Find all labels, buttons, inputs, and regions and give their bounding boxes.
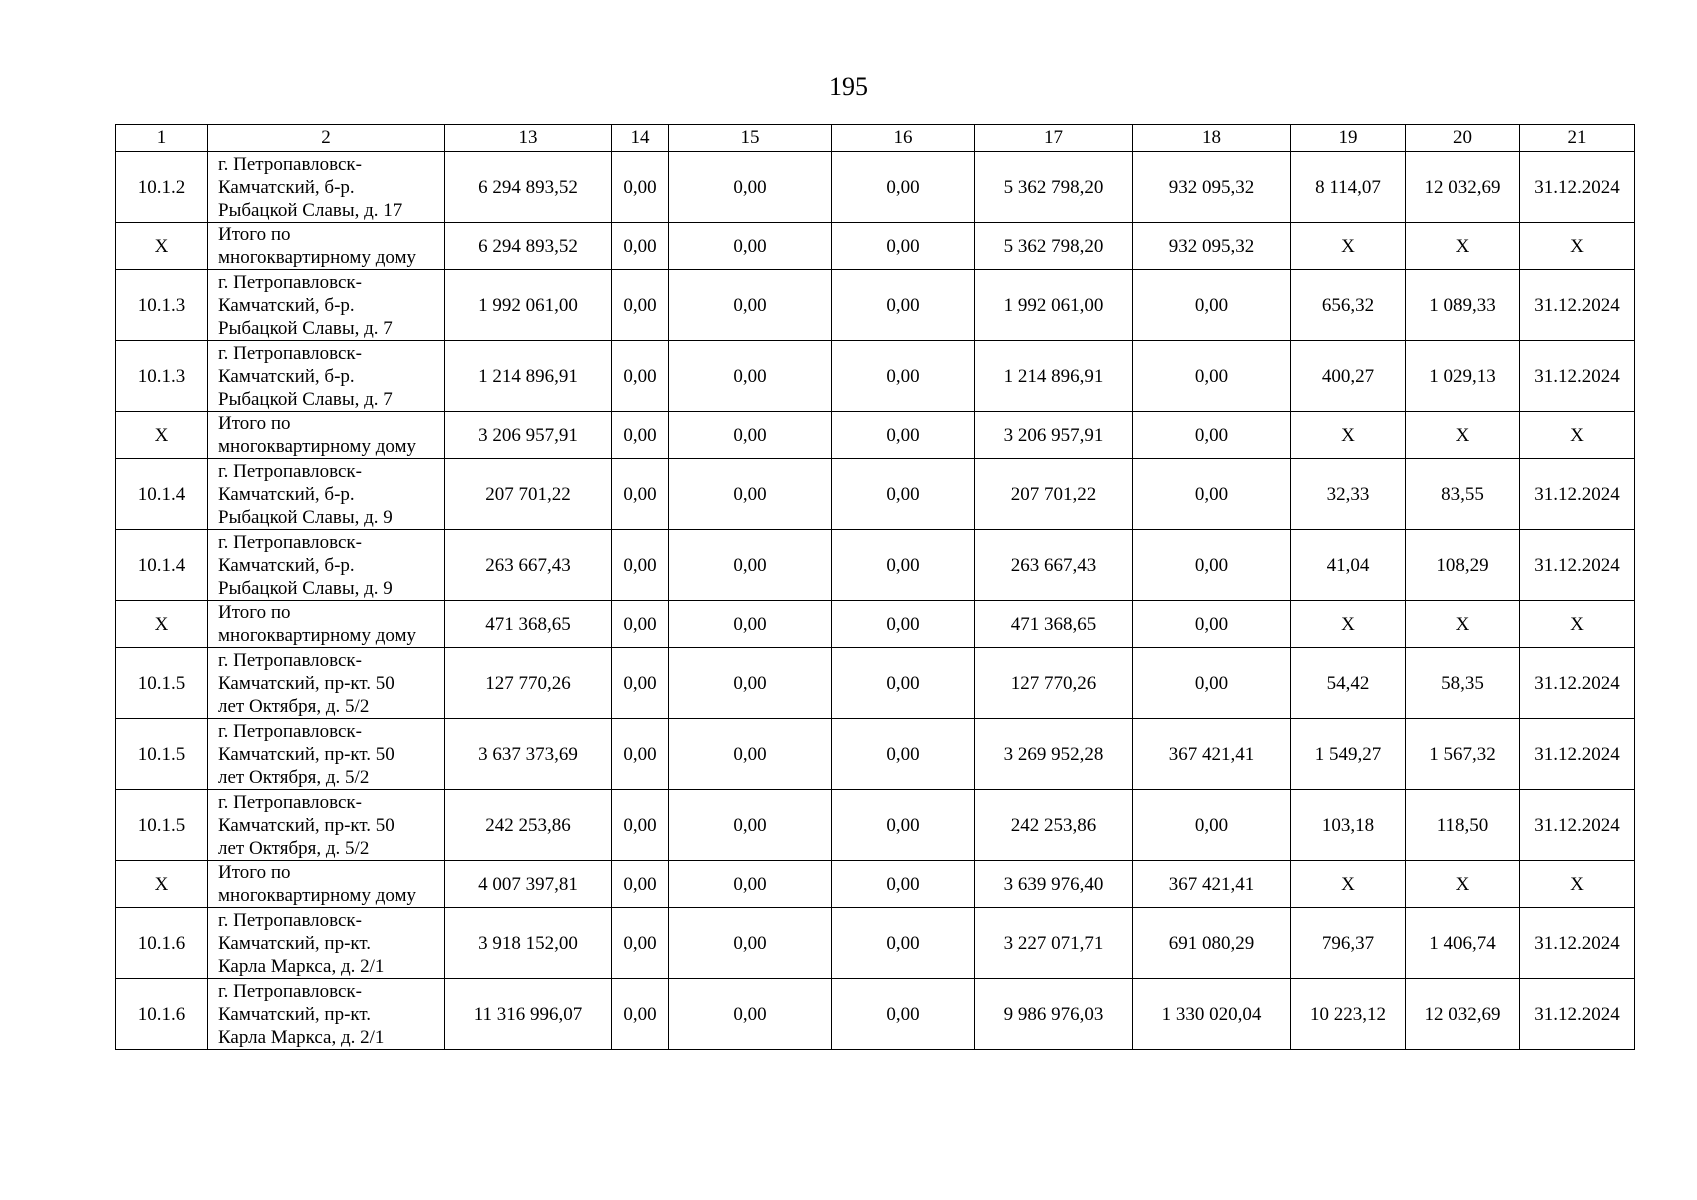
address-cell [208,530,445,601]
amount-cell: 6 294 893,52 [445,223,612,270]
col20-cell: 118,50 [1406,790,1520,861]
col17-cell: 1 992 061,00 [975,270,1133,341]
address-line: Рыбацкой Славы, д. 7 [218,317,393,339]
column-header: 2 [208,125,445,152]
col19-cell: 54,42 [1291,648,1406,719]
col15-cell: 0,00 [669,861,832,908]
col16-cell: 0,00 [832,648,975,719]
col16-cell: 0,00 [832,152,975,223]
date-cell: 31.12.2024 [1520,270,1635,341]
col18-cell: 0,00 [1133,412,1291,459]
col18-cell: 0,00 [1133,459,1291,530]
col14-cell: 0,00 [612,152,669,223]
address-line: Рыбацкой Славы, д. 9 [218,577,393,599]
row-number-cell: 10.1.5 [116,719,208,790]
col19-cell: 8 114,07 [1291,152,1406,223]
address-line: многоквартирному дому [218,885,417,906]
address-line: Камчатский, пр-кт. [218,1003,372,1025]
col17-cell: 242 253,86 [975,790,1133,861]
address-cell [208,790,445,861]
col18-cell: 0,00 [1133,341,1291,412]
col14-cell: 0,00 [612,861,669,908]
col15-cell: 0,00 [669,908,832,979]
date-cell: 31.12.2024 [1520,459,1635,530]
address-line: г. Петропавловск- [218,909,362,931]
col17-cell: 263 667,43 [975,530,1133,601]
col15-cell: 0,00 [669,270,832,341]
col17-cell: 3 206 957,91 [975,412,1133,459]
col16-cell: 0,00 [832,530,975,601]
col18-cell: 932 095,32 [1133,223,1291,270]
amount-cell: 263 667,43 [445,530,612,601]
col14-cell: 0,00 [612,341,669,412]
address-line: г. Петропавловск- [218,531,362,553]
address-line: Карла Маркса, д. 2/1 [218,1026,385,1048]
row-number-cell: 10.1.4 [116,459,208,530]
col17-cell: 9 986 976,03 [975,979,1133,1050]
col18-cell: 1 330 020,04 [1133,979,1291,1050]
table-row [116,530,1635,601]
amount-cell: 3 637 373,69 [445,719,612,790]
col18-cell: 0,00 [1133,648,1291,719]
col16-cell: 0,00 [832,459,975,530]
table-row [116,648,1635,719]
address-line: г. Петропавловск- [218,460,362,482]
col19-cell: X [1291,601,1406,648]
address-line: Рыбацкой Славы, д. 17 [218,199,403,221]
address-line: Рыбацкой Славы, д. 7 [218,388,393,410]
col20-cell: 108,29 [1406,530,1520,601]
col15-cell: 0,00 [669,459,832,530]
col18-cell: 691 080,29 [1133,908,1291,979]
col17-cell: 207 701,22 [975,459,1133,530]
address-line: лет Октября, д. 5/2 [218,695,370,717]
col20-cell: 83,55 [1406,459,1520,530]
col17-cell: 3 269 952,28 [975,719,1133,790]
address-line: Итого по [218,224,291,245]
col16-cell: 0,00 [832,601,975,648]
row-number-cell: 10.1.5 [116,790,208,861]
col17-cell: 3 227 071,71 [975,908,1133,979]
col16-cell: 0,00 [832,341,975,412]
table-row [116,790,1635,861]
address-line: Итого по [218,413,291,434]
col16-cell: 0,00 [832,223,975,270]
amount-cell: 6 294 893,52 [445,152,612,223]
address-cell [208,459,445,530]
amount-cell: 3 206 957,91 [445,412,612,459]
date-cell: X [1520,412,1635,459]
address-cell [208,341,445,412]
col20-cell: X [1406,601,1520,648]
row-number-cell: X [116,223,208,270]
col14-cell: 0,00 [612,719,669,790]
col19-cell: X [1291,861,1406,908]
total-row [116,601,1635,648]
column-header: 13 [445,125,612,152]
column-header: 15 [669,125,832,152]
col14-cell: 0,00 [612,790,669,861]
col19-cell: 41,04 [1291,530,1406,601]
column-header: 21 [1520,125,1635,152]
col18-cell: 367 421,41 [1133,861,1291,908]
col17-cell: 5 362 798,20 [975,223,1133,270]
row-number-cell: 10.1.3 [116,341,208,412]
row-number-cell: X [116,601,208,648]
col20-cell: X [1406,412,1520,459]
address-cell [208,719,445,790]
address-line: Итого по [218,602,291,623]
table-row [116,152,1635,223]
table-body [116,125,1635,1050]
col14-cell: 0,00 [612,412,669,459]
date-cell: X [1520,861,1635,908]
col15-cell: 0,00 [669,648,832,719]
address-line: лет Октября, д. 5/2 [218,837,370,859]
col19-cell: 400,27 [1291,341,1406,412]
address-line: многоквартирному дому [218,247,417,268]
amount-cell: 207 701,22 [445,459,612,530]
total-row [116,223,1635,270]
address-line: многоквартирному дому [218,436,417,457]
address-line: г. Петропавловск- [218,980,362,1002]
col18-cell: 367 421,41 [1133,719,1291,790]
address-line: Камчатский, б-р. [218,554,355,576]
col15-cell: 0,00 [669,223,832,270]
col19-cell: X [1291,223,1406,270]
address-line: Камчатский, б-р. [218,176,355,198]
row-number-cell: 10.1.6 [116,908,208,979]
col19-cell: X [1291,412,1406,459]
col16-cell: 0,00 [832,790,975,861]
address-line: Камчатский, б-р. [218,294,355,316]
amount-cell: 3 918 152,00 [445,908,612,979]
col15-cell: 0,00 [669,979,832,1050]
address-line: г. Петропавловск- [218,791,362,813]
col19-cell: 103,18 [1291,790,1406,861]
column-header: 19 [1291,125,1406,152]
col16-cell: 0,00 [832,861,975,908]
col16-cell: 0,00 [832,979,975,1050]
row-number-cell: X [116,861,208,908]
col15-cell: 0,00 [669,530,832,601]
col18-cell: 932 095,32 [1133,152,1291,223]
col14-cell: 0,00 [612,601,669,648]
column-header: 16 [832,125,975,152]
col19-cell: 32,33 [1291,459,1406,530]
col19-cell: 796,37 [1291,908,1406,979]
col18-cell: 0,00 [1133,530,1291,601]
column-header: 14 [612,125,669,152]
amount-cell: 1 214 896,91 [445,341,612,412]
column-header: 17 [975,125,1133,152]
col20-cell: 12 032,69 [1406,979,1520,1050]
row-number-cell: 10.1.2 [116,152,208,223]
table-row [116,270,1635,341]
col15-cell: 0,00 [669,790,832,861]
address-line: Итого по [218,862,291,883]
address-line: лет Октября, д. 5/2 [218,766,370,788]
address-cell [208,648,445,719]
address-cell [208,223,445,270]
col14-cell: 0,00 [612,459,669,530]
date-cell: 31.12.2024 [1520,530,1635,601]
date-cell: 31.12.2024 [1520,648,1635,719]
date-cell: 31.12.2024 [1520,908,1635,979]
address-line: Камчатский, пр-кт. 50 [218,743,395,765]
amount-cell: 4 007 397,81 [445,861,612,908]
col16-cell: 0,00 [832,719,975,790]
col14-cell: 0,00 [612,648,669,719]
address-line: Камчатский, пр-кт. 50 [218,672,395,694]
header-row [116,125,1635,152]
address-line: г. Петропавловск- [218,342,362,364]
date-cell: X [1520,223,1635,270]
address-cell [208,412,445,459]
col17-cell: 3 639 976,40 [975,861,1133,908]
amount-cell: 127 770,26 [445,648,612,719]
col16-cell: 0,00 [832,270,975,341]
col17-cell: 1 214 896,91 [975,341,1133,412]
total-row [116,412,1635,459]
col20-cell: 1 406,74 [1406,908,1520,979]
address-cell [208,908,445,979]
table-row [116,719,1635,790]
data-table [115,124,1635,1050]
amount-cell: 242 253,86 [445,790,612,861]
date-cell: 31.12.2024 [1520,719,1635,790]
table-row [116,459,1635,530]
address-cell [208,861,445,908]
address-line: Камчатский, б-р. [218,365,355,387]
row-number-cell: 10.1.5 [116,648,208,719]
amount-cell: 11 316 996,07 [445,979,612,1050]
col20-cell: X [1406,223,1520,270]
address-line: Камчатский, пр-кт. [218,932,372,954]
address-line: многоквартирному дому [218,625,417,646]
row-number-cell: 10.1.6 [116,979,208,1050]
col14-cell: 0,00 [612,979,669,1050]
address-cell [208,270,445,341]
date-cell: 31.12.2024 [1520,152,1635,223]
table-row [116,341,1635,412]
col19-cell: 10 223,12 [1291,979,1406,1050]
address-cell [208,601,445,648]
column-header: 20 [1406,125,1520,152]
col16-cell: 0,00 [832,908,975,979]
address-line: г. Петропавловск- [218,720,362,742]
col18-cell: 0,00 [1133,270,1291,341]
address-line: г. Петропавловск- [218,649,362,671]
address-line: Рыбацкой Славы, д. 9 [218,506,393,528]
col16-cell: 0,00 [832,412,975,459]
address-line: Камчатский, пр-кт. 50 [218,814,395,836]
address-line: г. Петропавловск- [218,271,362,293]
col15-cell: 0,00 [669,601,832,648]
date-cell: 31.12.2024 [1520,790,1635,861]
col17-cell: 471 368,65 [975,601,1133,648]
address-cell [208,152,445,223]
col19-cell: 656,32 [1291,270,1406,341]
amount-cell: 1 992 061,00 [445,270,612,341]
total-row [116,861,1635,908]
date-cell: 31.12.2024 [1520,979,1635,1050]
row-number-cell: 10.1.4 [116,530,208,601]
col17-cell: 127 770,26 [975,648,1133,719]
col14-cell: 0,00 [612,223,669,270]
address-line: Камчатский, б-р. [218,483,355,505]
page-number: 195 [829,72,868,101]
date-cell: 31.12.2024 [1520,341,1635,412]
table-row [116,908,1635,979]
col14-cell: 0,00 [612,908,669,979]
address-cell [208,979,445,1050]
col15-cell: 0,00 [669,341,832,412]
row-number-cell: 10.1.3 [116,270,208,341]
col17-cell: 5 362 798,20 [975,152,1133,223]
address-line: г. Петропавловск- [218,153,362,175]
amount-cell: 471 368,65 [445,601,612,648]
col15-cell: 0,00 [669,152,832,223]
date-cell: X [1520,601,1635,648]
col20-cell: 12 032,69 [1406,152,1520,223]
col15-cell: 0,00 [669,719,832,790]
address-line: Карла Маркса, д. 2/1 [218,955,385,977]
col20-cell: 1 089,33 [1406,270,1520,341]
col20-cell: 1 029,13 [1406,341,1520,412]
column-header: 18 [1133,125,1291,152]
col19-cell: 1 549,27 [1291,719,1406,790]
col14-cell: 0,00 [612,270,669,341]
col18-cell: 0,00 [1133,601,1291,648]
row-number-cell: X [116,412,208,459]
col20-cell: 1 567,32 [1406,719,1520,790]
col20-cell: X [1406,861,1520,908]
table-row [116,979,1635,1050]
col18-cell: 0,00 [1133,790,1291,861]
column-header: 1 [116,125,208,152]
col14-cell: 0,00 [612,530,669,601]
col15-cell: 0,00 [669,412,832,459]
col20-cell: 58,35 [1406,648,1520,719]
